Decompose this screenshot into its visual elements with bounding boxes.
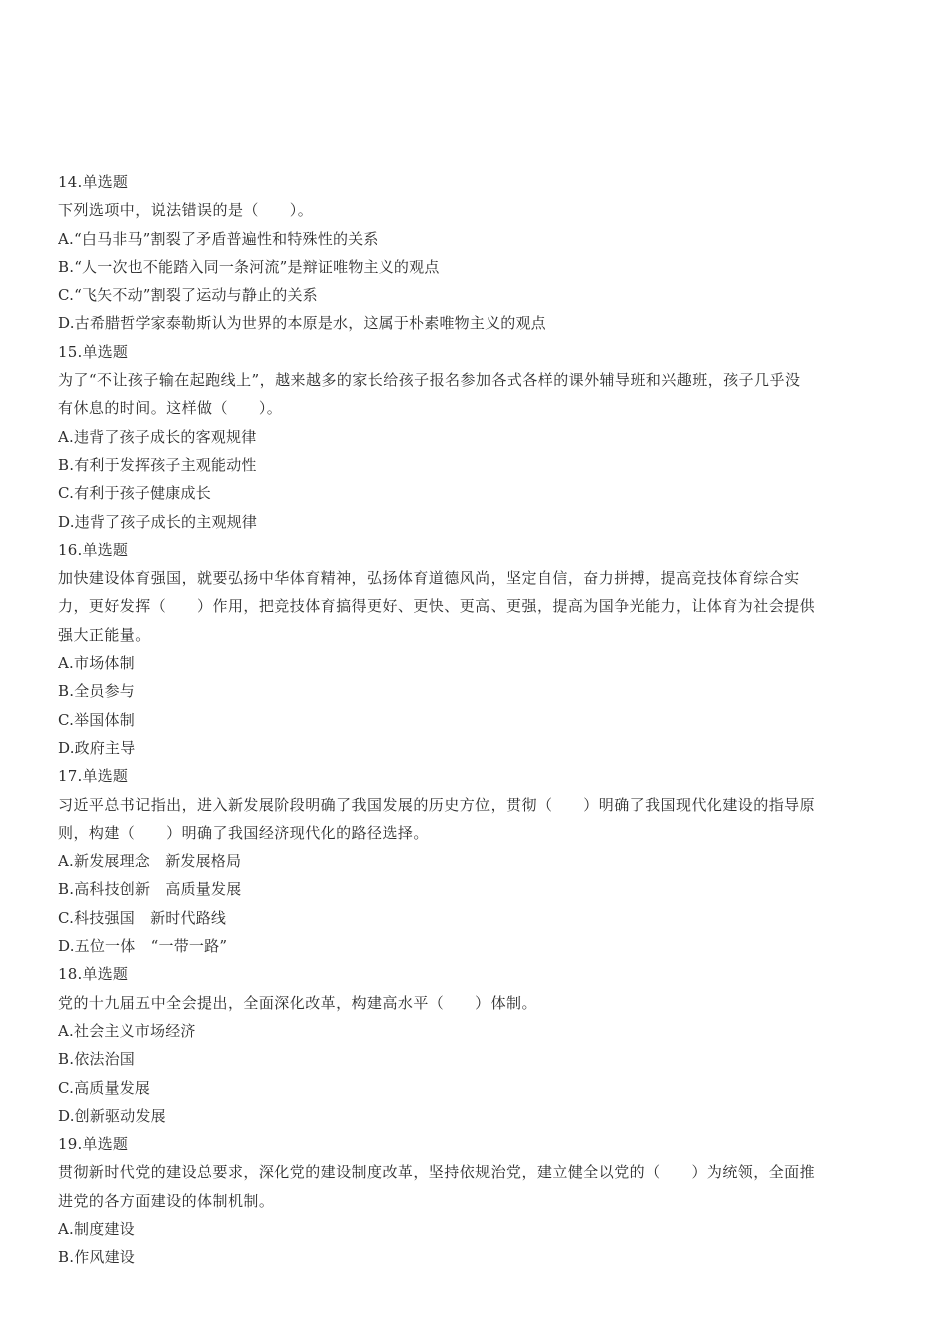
option-c: C.“飞矢不动”割裂了运动与静止的关系 bbox=[58, 286, 318, 305]
option-d: D.违背了孩子成长的主观规律 bbox=[58, 512, 258, 531]
option-c: C.有利于孩子健康成长 bbox=[58, 484, 211, 503]
option-a: A.违背了孩子成长的客观规律 bbox=[58, 427, 257, 446]
question-stem: 加快建设体育强国，就要弘扬中华体育精神，弘扬体育道德风尚，坚定自信，奋力拼搏，提高竞技体育综合实 bbox=[58, 569, 800, 588]
question-header: 16.单选题 bbox=[58, 540, 129, 559]
option-a: A.制度建设 bbox=[58, 1219, 135, 1238]
question-header: 17.单选题 bbox=[58, 767, 129, 786]
question-stem: 为了“不让孩子输在起跑线上”，越来越多的家长给孩子报名参加各式各样的课外辅导班和兴趣班，孩子几乎没 bbox=[58, 371, 801, 390]
option-d: D.五位一体 “一带一路” bbox=[58, 937, 228, 956]
option-b: B.有利于发挥孩子主观能动性 bbox=[58, 455, 257, 474]
question-stem: 下列选项中，说法错误的是（ ）。 bbox=[58, 201, 314, 220]
option-d: D.政府主导 bbox=[58, 738, 136, 757]
question-header: 19.单选题 bbox=[58, 1135, 129, 1154]
option-b: B.依法治国 bbox=[58, 1050, 135, 1069]
question-16 bbox=[58, 536, 884, 762]
question-stem: 强大正能量。 bbox=[58, 625, 151, 644]
option-c: C.举国体制 bbox=[58, 710, 135, 729]
question-18 bbox=[58, 960, 884, 1130]
option-c: C.高质量发展 bbox=[58, 1078, 151, 1097]
question-stem: 有休息的时间。这样做（ ）。 bbox=[58, 399, 283, 418]
question-header: 14.单选题 bbox=[58, 173, 129, 191]
question-14 bbox=[58, 168, 884, 338]
option-b: B.高科技创新 高质量发展 bbox=[58, 880, 242, 899]
question-header: 18.单选题 bbox=[58, 965, 129, 984]
question-15 bbox=[58, 338, 884, 536]
option-a: A.社会主义市场经济 bbox=[58, 1021, 196, 1040]
question-stem: 党的十九届五中全会提出，全面深化改革，构建高水平（ ）体制。 bbox=[58, 993, 537, 1012]
option-a: A.“白马非马”割裂了矛盾普遍性和特殊性的关系 bbox=[58, 229, 379, 248]
option-b: B.“人一次也不能踏入同一条河流”是辩证唯物主义的观点 bbox=[58, 257, 440, 276]
question-header: 15.单选题 bbox=[58, 342, 129, 361]
question-stem: 力，更好发挥（ ）作用，把竞技体育搞得更好、更快、更高、更强，提高为国争光能力，让体育为社会提供 bbox=[58, 597, 816, 616]
option-d: D.创新驱动发展 bbox=[58, 1106, 166, 1125]
option-a: A.新发展理念 新发展格局 bbox=[58, 852, 242, 871]
question-stem: 习近平总书记指出，进入新发展阶段明确了我国发展的历史方位，贯彻（ ）明确了我国现代化建设的指导原 bbox=[58, 795, 816, 814]
question-stem: 贯彻新时代党的建设总要求，深化党的建设制度改革，坚持依规治党，建立健全以党的（ ）为统领，全面推 bbox=[58, 1163, 816, 1182]
exam-page bbox=[58, 168, 884, 1272]
question-stem: 则，构建（ ）明确了我国经济现代化的路径选择。 bbox=[58, 823, 429, 842]
option-b: B.作风建设 bbox=[58, 1248, 135, 1267]
question-stem: 进党的各方面建设的体制机制。 bbox=[58, 1191, 275, 1210]
option-a: A.市场体制 bbox=[58, 654, 135, 673]
option-b: B.全员参与 bbox=[58, 682, 135, 701]
question-19 bbox=[58, 1130, 884, 1271]
option-d: D.古希腊哲学家泰勒斯认为世界的本原是水，这属于朴素唯物主义的观点 bbox=[58, 314, 546, 333]
option-c: C.科技强国 新时代路线 bbox=[58, 908, 227, 927]
question-17 bbox=[58, 762, 884, 960]
